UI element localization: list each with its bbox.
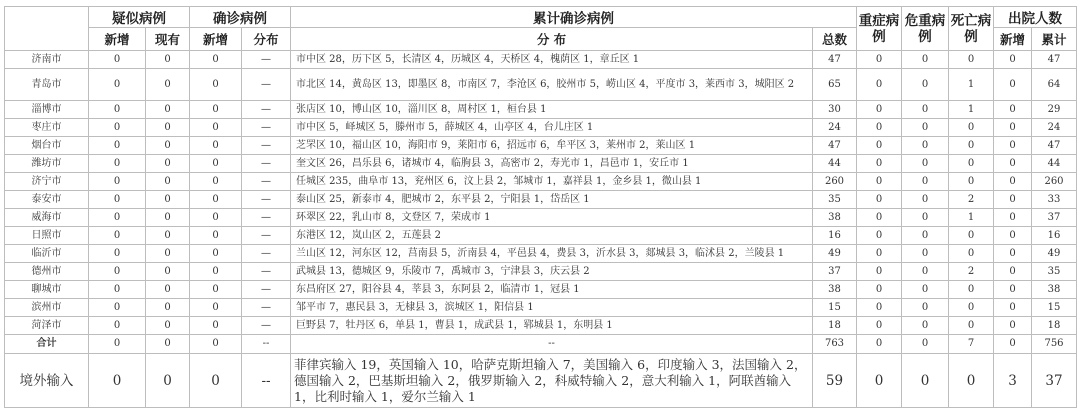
imported-label: 境外输入 xyxy=(5,354,89,408)
suspected-new: 0 xyxy=(89,173,146,191)
table-row xyxy=(5,119,1077,137)
suspected-current: 0 xyxy=(146,69,190,101)
table-row xyxy=(5,155,1077,173)
severe-count: 0 xyxy=(857,209,902,227)
critical-count: 0 xyxy=(902,173,949,191)
imported-discharged-total: 37 xyxy=(1032,354,1077,408)
city-name: 临沂市 xyxy=(5,245,89,263)
cumulative-distribution: 奎文区 26，昌乐县 6，诸城市 4，临朐县 3，高密市 2，寿光市 1，昌邑市 1，安丘市 1 xyxy=(291,155,813,173)
cumulative-distribution: 市中区 5，峄城区 5，滕州市 5，薛城区 4，山亭区 4，台儿庄区 1 xyxy=(291,119,813,137)
cumulative-distribution: 武城县 13，德城区 9，乐陵市 7，禹城市 3，宁津县 3，庆云县 2 xyxy=(291,263,813,281)
suspected-current: 0 xyxy=(146,155,190,173)
discharged-total: 29 xyxy=(1032,101,1077,119)
imported-discharged-new: 3 xyxy=(994,354,1032,408)
death-count: 1 xyxy=(949,69,994,101)
confirmed-distribution: — xyxy=(242,173,291,191)
total-suspected-current: 0 xyxy=(146,335,190,354)
city-name: 泰安市 xyxy=(5,191,89,209)
city-name: 日照市 xyxy=(5,227,89,245)
cumulative-total: 15 xyxy=(813,299,857,317)
death-count: 0 xyxy=(949,317,994,335)
cumulative-total: 65 xyxy=(813,69,857,101)
discharged-total: 33 xyxy=(1032,191,1077,209)
confirmed-distribution: — xyxy=(242,227,291,245)
header-cumulative: 累计确诊病例 xyxy=(291,7,857,28)
total-deaths: 7 xyxy=(949,335,994,354)
imported-total: 59 xyxy=(813,354,857,408)
suspected-current: 0 xyxy=(146,299,190,317)
suspected-current: 0 xyxy=(146,173,190,191)
suspected-new: 0 xyxy=(89,281,146,299)
confirmed-new: 0 xyxy=(190,281,242,299)
header-confirmed-distribution: 分布 xyxy=(242,28,291,51)
severe-count: 0 xyxy=(857,317,902,335)
severe-count: 0 xyxy=(857,173,902,191)
confirmed-new: 0 xyxy=(190,51,242,69)
discharged-new: 0 xyxy=(994,173,1032,191)
confirmed-new: 0 xyxy=(190,137,242,155)
confirmed-new: 0 xyxy=(190,245,242,263)
critical-count: 0 xyxy=(902,317,949,335)
confirmed-distribution: — xyxy=(242,137,291,155)
header-discharged: 出院人数 xyxy=(994,7,1077,28)
header-cumulative-distribution: 分 布 xyxy=(291,28,813,51)
death-count: 1 xyxy=(949,101,994,119)
critical-count: 0 xyxy=(902,209,949,227)
city-name: 济南市 xyxy=(5,51,89,69)
suspected-new: 0 xyxy=(89,299,146,317)
discharged-new: 0 xyxy=(994,51,1032,69)
death-count: 0 xyxy=(949,51,994,69)
cumulative-total: 16 xyxy=(813,227,857,245)
total-discharged: 756 xyxy=(1032,335,1077,354)
table-row xyxy=(5,173,1077,191)
header-cumulative-total: 总数 xyxy=(813,28,857,51)
confirmed-distribution: — xyxy=(242,263,291,281)
imported-row xyxy=(5,354,1077,408)
suspected-current: 0 xyxy=(146,119,190,137)
death-count: 0 xyxy=(949,137,994,155)
suspected-new: 0 xyxy=(89,119,146,137)
confirmed-new: 0 xyxy=(190,101,242,119)
header-suspected-current: 现有 xyxy=(146,28,190,51)
confirmed-new: 0 xyxy=(190,119,242,137)
table-row xyxy=(5,281,1077,299)
confirmed-distribution: — xyxy=(242,69,291,101)
table-row xyxy=(5,263,1077,281)
table-row xyxy=(5,51,1077,69)
suspected-current: 0 xyxy=(146,191,190,209)
discharged-total: 49 xyxy=(1032,245,1077,263)
cumulative-total: 35 xyxy=(813,191,857,209)
total-label: 合计 xyxy=(5,335,89,354)
suspected-current: 0 xyxy=(146,137,190,155)
discharged-total: 64 xyxy=(1032,69,1077,101)
cumulative-total: 38 xyxy=(813,209,857,227)
confirmed-new: 0 xyxy=(190,317,242,335)
confirmed-distribution: — xyxy=(242,209,291,227)
imported-confirmed-new: 0 xyxy=(190,354,242,408)
total-suspected-new: 0 xyxy=(89,335,146,354)
suspected-current: 0 xyxy=(146,227,190,245)
suspected-current: 0 xyxy=(146,317,190,335)
critical-count: 0 xyxy=(902,299,949,317)
death-count: 0 xyxy=(949,173,994,191)
header-severe: 重症病例 xyxy=(857,7,902,51)
severe-count: 0 xyxy=(857,155,902,173)
death-count: 1 xyxy=(949,209,994,227)
cumulative-distribution: 环翠区 22，乳山市 8，文登区 7，荣成市 1 xyxy=(291,209,813,227)
confirmed-distribution: — xyxy=(242,119,291,137)
total-severe: 0 xyxy=(857,335,902,354)
critical-count: 0 xyxy=(902,245,949,263)
cumulative-total: 47 xyxy=(813,137,857,155)
discharged-total: 16 xyxy=(1032,227,1077,245)
discharged-new: 0 xyxy=(994,155,1032,173)
discharged-total: 260 xyxy=(1032,173,1077,191)
death-count: 2 xyxy=(949,191,994,209)
death-count: 0 xyxy=(949,299,994,317)
header-row-groups xyxy=(5,7,1077,28)
case-statistics-table xyxy=(4,6,1077,408)
table-row xyxy=(5,137,1077,155)
confirmed-distribution: — xyxy=(242,51,291,69)
critical-count: 0 xyxy=(902,101,949,119)
severe-count: 0 xyxy=(857,245,902,263)
table-body xyxy=(5,51,1077,408)
suspected-current: 0 xyxy=(146,263,190,281)
discharged-new: 0 xyxy=(994,119,1032,137)
discharged-total: 38 xyxy=(1032,281,1077,299)
header-discharged-new: 新增 xyxy=(994,28,1032,51)
discharged-total: 37 xyxy=(1032,209,1077,227)
discharged-total: 24 xyxy=(1032,119,1077,137)
header-suspected: 疑似病例 xyxy=(89,7,190,28)
header-city-blank xyxy=(5,7,89,51)
suspected-new: 0 xyxy=(89,263,146,281)
suspected-new: 0 xyxy=(89,137,146,155)
city-name: 淄博市 xyxy=(5,101,89,119)
confirmed-new: 0 xyxy=(190,263,242,281)
cumulative-total: 260 xyxy=(813,173,857,191)
confirmed-distribution: — xyxy=(242,317,291,335)
suspected-current: 0 xyxy=(146,281,190,299)
table-row xyxy=(5,299,1077,317)
cumulative-distribution: 东港区 12，岚山区 2，五莲县 2 xyxy=(291,227,813,245)
severe-count: 0 xyxy=(857,227,902,245)
table-row xyxy=(5,69,1077,101)
suspected-new: 0 xyxy=(89,191,146,209)
header-suspected-new: 新增 xyxy=(89,28,146,51)
discharged-total: 35 xyxy=(1032,263,1077,281)
imported-deaths: 0 xyxy=(949,354,994,408)
suspected-current: 0 xyxy=(146,245,190,263)
suspected-new: 0 xyxy=(89,227,146,245)
discharged-total: 47 xyxy=(1032,137,1077,155)
discharged-total: 15 xyxy=(1032,299,1077,317)
confirmed-distribution: — xyxy=(242,299,291,317)
critical-count: 0 xyxy=(902,281,949,299)
imported-suspected-current: 0 xyxy=(146,354,190,408)
city-name: 聊城市 xyxy=(5,281,89,299)
critical-count: 0 xyxy=(902,155,949,173)
discharged-total: 18 xyxy=(1032,317,1077,335)
city-name: 菏泽市 xyxy=(5,317,89,335)
cumulative-distribution: 市北区 14，黄岛区 13，即墨区 8，市南区 7，李沧区 6，胶州市 5，崂山区 4，平度市 3，莱西市 3，城阳区 2 xyxy=(291,69,813,101)
city-name: 威海市 xyxy=(5,209,89,227)
suspected-new: 0 xyxy=(89,155,146,173)
discharged-new: 0 xyxy=(994,281,1032,299)
cumulative-distribution: 芝罘区 10，福山区 10，海阳市 9，莱阳市 6，招远市 6，牟平区 3，莱州市 2，莱山区 1 xyxy=(291,137,813,155)
severe-count: 0 xyxy=(857,299,902,317)
severe-count: 0 xyxy=(857,191,902,209)
severe-count: 0 xyxy=(857,263,902,281)
death-count: 2 xyxy=(949,263,994,281)
imported-severe: 0 xyxy=(857,354,902,408)
suspected-current: 0 xyxy=(146,209,190,227)
cumulative-total: 37 xyxy=(813,263,857,281)
confirmed-distribution: — xyxy=(242,245,291,263)
city-name: 德州市 xyxy=(5,263,89,281)
header-discharged-total: 累计 xyxy=(1032,28,1077,51)
discharged-new: 0 xyxy=(994,69,1032,101)
cumulative-distribution: 兰山区 12，河东区 12，莒南县 5，沂南县 4，平邑县 4，费县 3，沂水县 3，郯城县 3，临沭县 2，兰陵县 1 xyxy=(291,245,813,263)
confirmed-new: 0 xyxy=(190,299,242,317)
cumulative-distribution: 泰山区 25，新泰市 4，肥城市 2，东平县 2，宁阳县 1，岱岳区 1 xyxy=(291,191,813,209)
case-table-container xyxy=(4,6,1076,408)
discharged-new: 0 xyxy=(994,317,1032,335)
severe-count: 0 xyxy=(857,119,902,137)
critical-count: 0 xyxy=(902,137,949,155)
cumulative-distribution: 市中区 28，历下区 5，长清区 4，历城区 4，天桥区 4，槐荫区 1，章丘区 1 xyxy=(291,51,813,69)
suspected-new: 0 xyxy=(89,101,146,119)
suspected-current: 0 xyxy=(146,101,190,119)
header-deaths: 死亡病例 xyxy=(949,7,994,51)
city-name: 济宁市 xyxy=(5,173,89,191)
severe-count: 0 xyxy=(857,69,902,101)
cumulative-total: 30 xyxy=(813,101,857,119)
discharged-new: 0 xyxy=(994,209,1032,227)
cumulative-total: 49 xyxy=(813,245,857,263)
confirmed-distribution: — xyxy=(242,281,291,299)
imported-critical: 0 xyxy=(902,354,949,408)
city-name: 滨州市 xyxy=(5,299,89,317)
critical-count: 0 xyxy=(902,119,949,137)
table-row xyxy=(5,191,1077,209)
city-name: 枣庄市 xyxy=(5,119,89,137)
discharged-total: 47 xyxy=(1032,51,1077,69)
total-confirmed-distribution: -- xyxy=(242,335,291,354)
total-discharged-new: 0 xyxy=(994,335,1032,354)
cumulative-distribution: 巨野县 7，牡丹区 6，单县 1，曹县 1，成武县 1，郓城县 1，东明县 1 xyxy=(291,317,813,335)
discharged-new: 0 xyxy=(994,101,1032,119)
discharged-new: 0 xyxy=(994,263,1032,281)
death-count: 0 xyxy=(949,227,994,245)
discharged-new: 0 xyxy=(994,245,1032,263)
confirmed-distribution: — xyxy=(242,155,291,173)
suspected-new: 0 xyxy=(89,69,146,101)
cumulative-total: 38 xyxy=(813,281,857,299)
confirmed-distribution: — xyxy=(242,101,291,119)
critical-count: 0 xyxy=(902,227,949,245)
total-cumulative-distribution: -- xyxy=(291,335,813,354)
severe-count: 0 xyxy=(857,137,902,155)
table-row xyxy=(5,317,1077,335)
cumulative-total: 47 xyxy=(813,51,857,69)
critical-count: 0 xyxy=(902,263,949,281)
confirmed-new: 0 xyxy=(190,191,242,209)
suspected-current: 0 xyxy=(146,51,190,69)
confirmed-new: 0 xyxy=(190,209,242,227)
confirmed-new: 0 xyxy=(190,173,242,191)
imported-confirmed-distribution: -- xyxy=(242,354,291,408)
suspected-new: 0 xyxy=(89,317,146,335)
city-name: 潍坊市 xyxy=(5,155,89,173)
discharged-new: 0 xyxy=(994,137,1032,155)
suspected-new: 0 xyxy=(89,51,146,69)
death-count: 0 xyxy=(949,245,994,263)
cumulative-total: 24 xyxy=(813,119,857,137)
death-count: 0 xyxy=(949,119,994,137)
critical-count: 0 xyxy=(902,191,949,209)
imported-distribution: 菲律宾输入 19，英国输入 10，哈萨克斯坦输入 7，美国输入 6，印度输入 3，法国输入 2，德国输入 2，巴基斯坦输入 2，俄罗斯输入 2，科威特输入 2，意大利输入 1，阿联酋输入 1，比利时输入 1，爱尔兰输入 1 xyxy=(291,354,813,408)
suspected-new: 0 xyxy=(89,209,146,227)
critical-count: 0 xyxy=(902,69,949,101)
table-row xyxy=(5,227,1077,245)
table-row xyxy=(5,209,1077,227)
suspected-new: 0 xyxy=(89,245,146,263)
table-row xyxy=(5,245,1077,263)
discharged-new: 0 xyxy=(994,227,1032,245)
discharged-new: 0 xyxy=(994,299,1032,317)
confirmed-new: 0 xyxy=(190,155,242,173)
confirmed-distribution: — xyxy=(242,191,291,209)
death-count: 0 xyxy=(949,155,994,173)
total-row xyxy=(5,335,1077,354)
confirmed-new: 0 xyxy=(190,69,242,101)
severe-count: 0 xyxy=(857,281,902,299)
header-critical: 危重病例 xyxy=(902,7,949,51)
death-count: 0 xyxy=(949,281,994,299)
cumulative-total: 18 xyxy=(813,317,857,335)
cumulative-distribution: 任城区 235，曲阜市 13，兖州区 6，汶上县 2，邹城市 1，嘉祥县 1，金乡县 1，微山县 1 xyxy=(291,173,813,191)
critical-count: 0 xyxy=(902,51,949,69)
header-confirmed-new: 新增 xyxy=(190,28,242,51)
discharged-new: 0 xyxy=(994,191,1032,209)
city-name: 青岛市 xyxy=(5,69,89,101)
header-confirmed: 确诊病例 xyxy=(190,7,291,28)
severe-count: 0 xyxy=(857,51,902,69)
cumulative-distribution: 邹平市 7，惠民县 3，无棣县 3，滨城区 1，阳信县 1 xyxy=(291,299,813,317)
severe-count: 0 xyxy=(857,101,902,119)
total-cumulative: 763 xyxy=(813,335,857,354)
total-confirmed-new: 0 xyxy=(190,335,242,354)
cumulative-distribution: 张店区 10，博山区 10，淄川区 8，周村区 1，桓台县 1 xyxy=(291,101,813,119)
imported-suspected-new: 0 xyxy=(89,354,146,408)
cumulative-distribution: 东昌府区 27，阳谷县 4，莘县 3，东阿县 2，临清市 1，冠县 1 xyxy=(291,281,813,299)
discharged-total: 44 xyxy=(1032,155,1077,173)
cumulative-total: 44 xyxy=(813,155,857,173)
total-critical: 0 xyxy=(902,335,949,354)
table-row xyxy=(5,101,1077,119)
city-name: 烟台市 xyxy=(5,137,89,155)
confirmed-new: 0 xyxy=(190,227,242,245)
